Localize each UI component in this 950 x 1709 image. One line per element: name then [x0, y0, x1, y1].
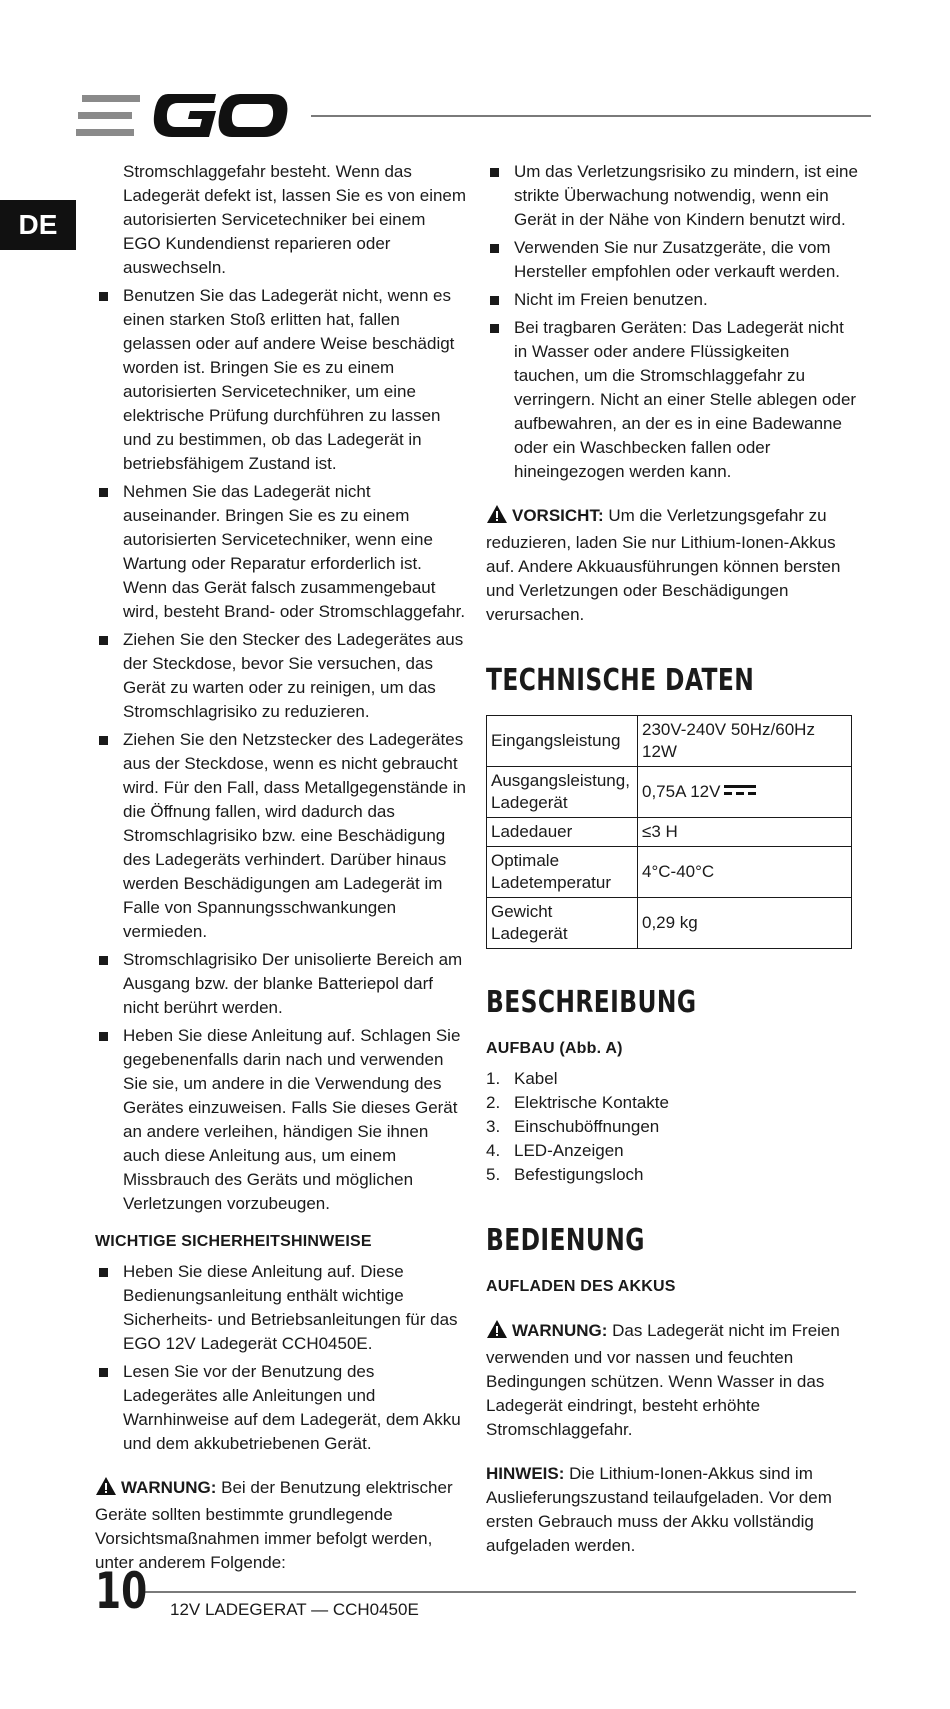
- bullet-item: Ziehen Sie den Netzstecker des Ladegerätes aus der Steckdose, wenn es nicht gebraucht wird. Für den Fall, dass Metallgegenstände in die Öffnung fallen, wird dadurch das Stromschlagrisiko bzw. eine Beschädigung des Ladegeräts verhindert. Darüber hinaus werden Beschädigungen am Ladegerät im Falle von Spannungsschwankungen vermieden.: [95, 728, 467, 944]
- list-item: [486, 1067, 858, 1091]
- spec-key: Ausgangsleistung, Ladegerät: [487, 767, 638, 818]
- warning-label: WARNUNG:: [121, 1478, 217, 1497]
- list-item: [486, 1091, 858, 1115]
- footer-rule: [140, 1591, 856, 1593]
- list-item: [486, 1163, 858, 1187]
- spec-value: ≤3 H: [638, 818, 852, 847]
- left-column: [95, 160, 467, 1575]
- important-bullet-list: [95, 1260, 467, 1456]
- note-label: HINWEIS:: [486, 1464, 565, 1483]
- warning-paragraph: [95, 1476, 467, 1575]
- spec-value: 230V-240V 50Hz/60Hz 12W: [638, 716, 852, 767]
- bullet-item: Bei tragbaren Geräten: Das Ladegerät nicht in Wasser oder andere Flüssigkeiten tauchen, um die Stromschlaggefahr zu verringern. Nicht an einer Stelle ablegen oder aufbewahren, an der es in eine Badewanne oder ein Waschbecken fallen oder hineingezogen werden kann.: [486, 316, 858, 484]
- bullet-item: Benutzen Sie das Ladegerät nicht, wenn es einen starken Stoß erlitten hat, fallen gelassen oder auf andere Weise beschädigt worden ist. Bringen Sie es zu einem autorisierten Servicetechniker, um eine elektrische Prüfung durchführen zu lassen und zu bestimmen, ob das Ladegerät in betriebsfähigem Zustand ist.: [95, 284, 467, 476]
- warning-triangle-icon: [486, 1319, 508, 1346]
- spec-key: Ladedauer: [487, 818, 638, 847]
- language-tab: DE: [0, 200, 76, 250]
- operation-title: BEDIENUNG: [486, 1223, 645, 1258]
- parts-list: [486, 1067, 858, 1187]
- spec-value: 0,75A 12V: [642, 781, 721, 801]
- bullet-item: Heben Sie diese Anleitung auf. Diese Bedienungsanleitung enthält wichtige Sicherheits- und Betriebsanleitungen für das EGO 12V Ladegerät CCH0450E.: [95, 1260, 467, 1356]
- page-number: 10: [95, 1562, 148, 1620]
- footer-text: 12V LADEGERAT — CCH0450E: [170, 1600, 419, 1619]
- list-label: Elektrische Kontakte: [514, 1093, 669, 1112]
- list-label: Befestigungsloch: [514, 1165, 644, 1184]
- ego-logo: [76, 92, 288, 140]
- bullet-item: Heben Sie diese Anleitung auf. Schlagen Sie gegebenenfalls darin nach und verwenden Sie sie, um andere in die Verwendung des Gerätes einzuweisen. Falls Sie dieses Gerät an andere verleihen, händigen Sie ihnen auch diese Anleitung aus, um einem Missbrauch des Geräts und möglichen Verletzungen vorzubeugen.: [95, 1024, 467, 1216]
- warning-triangle-icon: [95, 1476, 117, 1503]
- note-text: Die Lithium-Ionen-Akkus sind im Auslieferungszustand teilaufgeladen. Vor dem ersten Gebrauch muss der Akku vollständig aufgeladen werden.: [486, 1464, 832, 1555]
- charging-heading: AUFLADEN DES AKKUS: [486, 1278, 676, 1295]
- spec-value: 4°C-40°C: [638, 847, 852, 898]
- list-label: Einschuböffnungen: [514, 1117, 660, 1136]
- note-paragraph: [486, 1462, 858, 1558]
- continued-paragraph: Stromschlaggefahr besteht. Wenn das Ladegerät defekt ist, lassen Sie es von einem autorisierten Servicetechniker bei einem EGO Kundendienst reparieren oder auswechseln.: [123, 162, 467, 277]
- tech-data-title: TECHNISCHE DATEN: [486, 663, 755, 698]
- bullet-item: Stromschlagrisiko Der unisolierte Bereich am Ausgang bzw. der blanke Batteriepol darf nicht berührt werden.: [95, 948, 467, 1020]
- table-row: [487, 847, 852, 898]
- table-row: [487, 716, 852, 767]
- caution-paragraph: [486, 504, 858, 627]
- spec-key: Gewicht Ladegerät: [487, 898, 638, 949]
- list-number: 2.: [486, 1093, 501, 1112]
- safety-bullet-list-continued: [486, 160, 858, 484]
- list-item: [486, 1115, 858, 1139]
- bullet-item: Nehmen Sie das Ladegerät nicht auseinander. Bringen Sie es zu einem autorisierten Servicetechniker, wenn eine Wartung oder Reparatur erforderlich ist. Wenn das Gerät falsch zusammengebaut wird, besteht Brand- oder Stromschlaggefahr.: [95, 480, 467, 624]
- spec-key: Optimale Ladetemperatur: [487, 847, 638, 898]
- spec-key: Eingangsleistung: [487, 716, 638, 767]
- ego-logo-graphic: [76, 92, 288, 140]
- table-row: [487, 767, 852, 818]
- list-number: 3.: [486, 1117, 501, 1136]
- bullet-item: Lesen Sie vor der Benutzung des Ladegerätes alle Anleitungen und Warnhinweise auf dem Ladegerät, dem Akku und dem akkubetriebenen Gerät.: [95, 1360, 467, 1456]
- list-label: Kabel: [514, 1069, 558, 1088]
- table-row: [487, 898, 852, 949]
- list-number: 5.: [486, 1165, 501, 1184]
- description-title: BESCHREIBUNG: [486, 985, 697, 1020]
- spec-value-cell: [638, 767, 852, 818]
- bullet-item: Verwenden Sie nur Zusatzgeräte, die vom Hersteller empfohlen oder verkauft werden.: [486, 236, 858, 284]
- right-column: [486, 160, 858, 1558]
- warning-paragraph: [486, 1319, 858, 1442]
- warning-text: Das Ladegerät nicht im Freien verwenden und vor nassen und feuchten Bedingungen schützen. Wenn Wasser in das Ladegerät eindringt, besteht erhöhte Stromschlaggefahr.: [486, 1321, 840, 1439]
- list-item: [486, 1139, 858, 1163]
- bullet-item: Nicht im Freien benutzen.: [486, 288, 858, 312]
- safety-bullet-list: [95, 284, 467, 1216]
- important-heading: WICHTIGE SICHERHEITSHINWEISE: [95, 1233, 372, 1250]
- spec-table: [486, 715, 852, 949]
- bullet-item: Um das Verletzungsrisiko zu mindern, ist eine strikte Überwachung notwendig, wenn ein Gerät in der Nähe von Kindern benutzt wird.: [486, 160, 858, 232]
- warning-label: WARNUNG:: [512, 1321, 608, 1340]
- caution-label: VORSICHT:: [512, 506, 604, 525]
- bullet-item: Ziehen Sie den Stecker des Ladegerätes aus der Steckdose, bevor Sie versuchen, das Gerät zu warten oder zu reinigen, um das Stromschlagrisiko zu reduzieren.: [95, 628, 467, 724]
- spec-value: 0,29 kg: [638, 898, 852, 949]
- warning-text: Bei der Benutzung elektrischer Geräte sollten bestimmte grundlegende Vorsichtsmaßnahmen immer befolgt werden, unter anderem Folgende:: [95, 1478, 453, 1572]
- header-rule: [311, 115, 871, 117]
- dc-symbol-icon: [724, 781, 756, 803]
- list-number: 1.: [486, 1069, 501, 1088]
- list-number: 4.: [486, 1141, 501, 1160]
- assembly-heading: AUFBAU (Abb. A): [486, 1040, 623, 1057]
- list-label: LED-Anzeigen: [514, 1141, 624, 1160]
- table-row: [487, 818, 852, 847]
- caution-text: Um die Verletzungsgefahr zu reduzieren, laden Sie nur Lithium-Ionen-Akkus auf. Andere Akkuausführungen können bersten und Verletzungen oder Beschädigungen verursachen.: [486, 506, 841, 624]
- warning-triangle-icon: [486, 504, 508, 531]
